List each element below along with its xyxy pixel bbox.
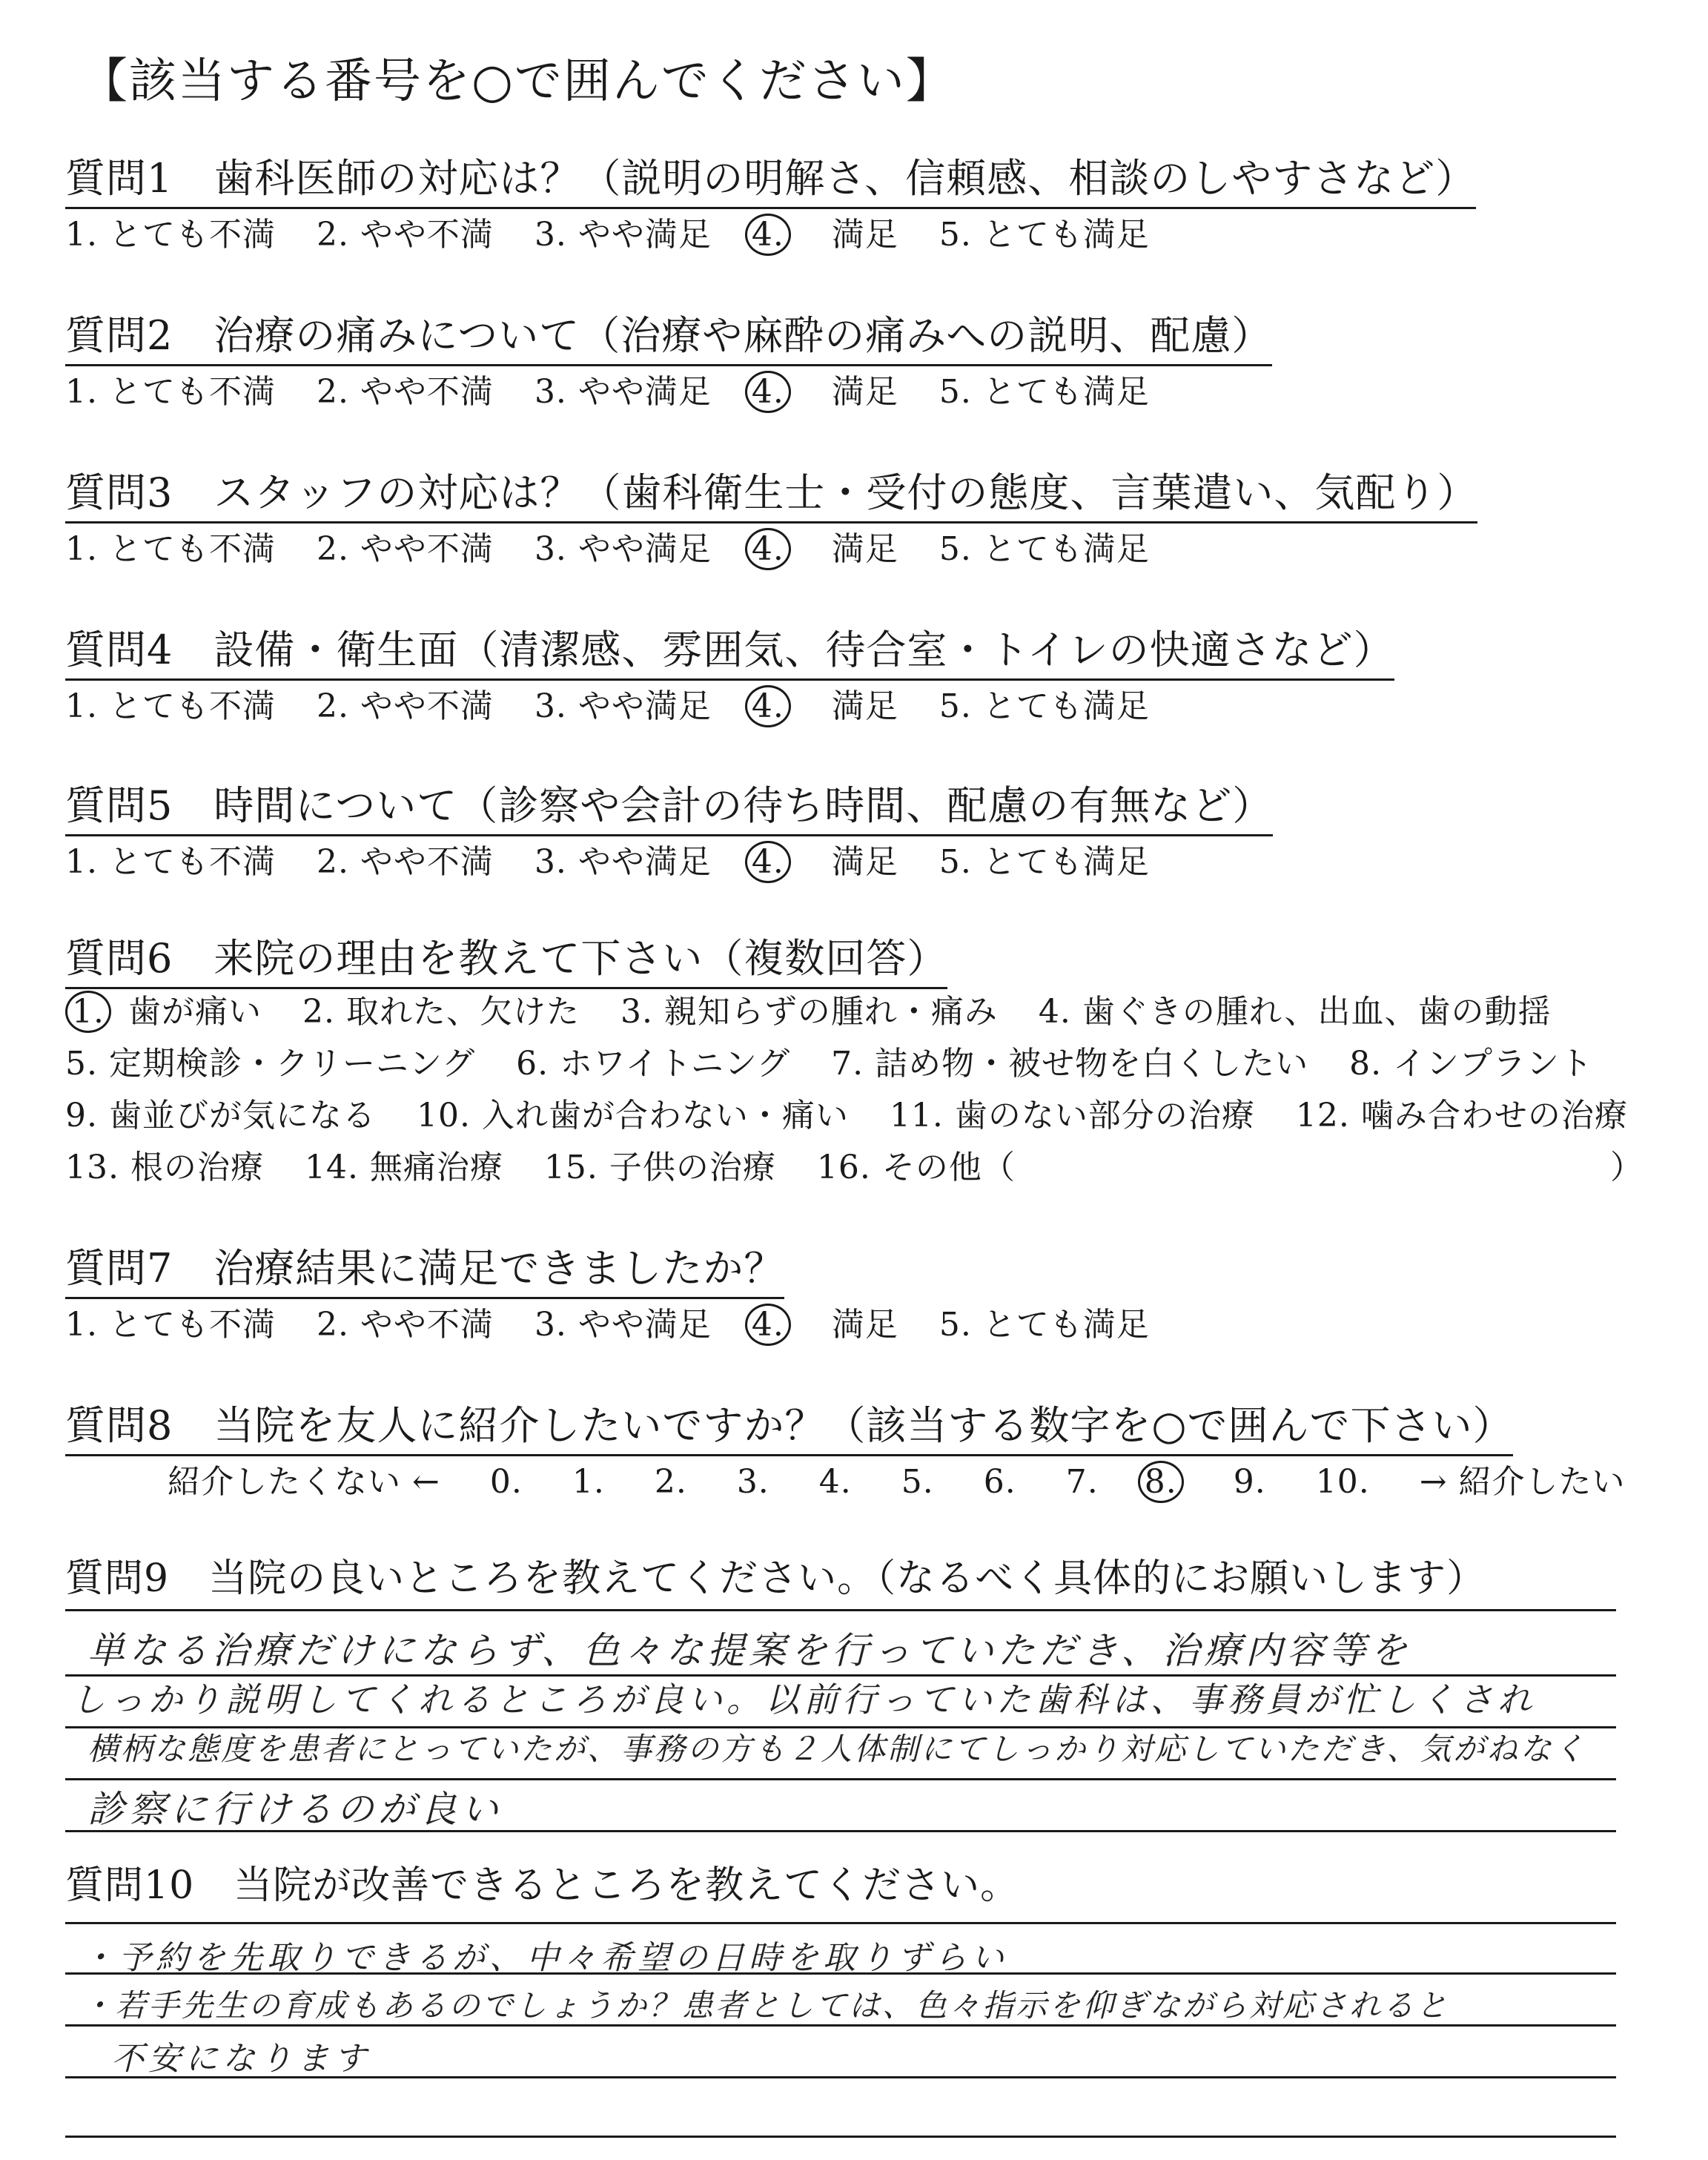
question-5-options	[65, 835, 1179, 883]
scale-0[interactable]: 0.	[489, 1463, 523, 1501]
option-2[interactable]: 2. やや不満	[316, 530, 494, 568]
q10-answer-line-1[interactable]: ・予約を先取りできるが、中々希望の日時を取りずらい	[82, 1939, 1008, 1977]
option-1[interactable]: 1. とても不満	[65, 687, 276, 725]
recommend-scale	[168, 1455, 1664, 1503]
option-5[interactable]: 5. とても満足	[939, 373, 1150, 411]
reason-6[interactable]: 6. ホワイトニング	[516, 1045, 791, 1083]
option-3[interactable]: 3. やや満足	[534, 843, 712, 881]
reason-8[interactable]: 8. インプラント	[1349, 1045, 1594, 1083]
scale-4[interactable]: 4.	[818, 1463, 852, 1501]
option-3[interactable]: 3. やや満足	[534, 530, 712, 568]
q9-answer-line-4[interactable]: 診察に行けるのが良い	[87, 1788, 503, 1831]
option-2[interactable]: 2. やや不満	[316, 687, 494, 725]
question-8: 質問8 当院を友人に紹介したいですか？（該当する数字を○で囲んで下さい）	[65, 1394, 1513, 1456]
option-4-label: 満足	[831, 530, 898, 568]
option-5[interactable]: 5. とても満足	[939, 216, 1150, 254]
q9-answer-line-2[interactable]: しっかり説明してくれるところが良い。以前行っていた歯科は、事務員が忙しくされ	[71, 1680, 1536, 1720]
option-2[interactable]: 2. やや不満	[316, 1306, 494, 1344]
scale-2[interactable]: 2.	[654, 1463, 687, 1501]
scale-10[interactable]: 10.	[1315, 1463, 1370, 1501]
scale-8-circled[interactable]: 8.	[1138, 1461, 1184, 1503]
reason-14[interactable]: 14. 無痛治療	[304, 1149, 503, 1186]
option-4-circled[interactable]: 4.	[745, 528, 791, 570]
reason-16[interactable]: 16. その他（	[816, 1149, 1016, 1186]
option-4-label: 満足	[831, 1306, 898, 1344]
option-4-label: 満足	[831, 373, 898, 411]
scale-left-label: 紹介したくない ←	[168, 1463, 440, 1501]
question-6-row-3	[65, 1089, 1658, 1136]
q10-answer-line-2[interactable]: ・若手先生の育成もあるのでしょうか？患者としては、色々指示を仰ぎながら対応されると	[82, 1987, 1450, 2024]
reason-10[interactable]: 10. 入れ歯が合わない・痛い	[416, 1097, 849, 1135]
option-3[interactable]: 3. やや満足	[534, 687, 712, 725]
question-6-row-4	[65, 1140, 1045, 1188]
answer-line	[65, 1609, 1616, 1611]
question-3-options	[65, 522, 1179, 570]
question-4-options	[65, 679, 1179, 727]
question-1-options	[65, 208, 1179, 256]
question-2-options	[65, 365, 1179, 413]
option-5[interactable]: 5. とても満足	[939, 530, 1150, 568]
scale-5[interactable]: 5.	[901, 1463, 934, 1501]
option-4-label: 満足	[831, 687, 898, 725]
scale-7[interactable]: 7.	[1065, 1463, 1099, 1501]
option-5[interactable]: 5. とても満足	[939, 1306, 1150, 1344]
scale-9[interactable]: 9.	[1233, 1463, 1266, 1501]
question-7: 質問7 治療結果に満足できましたか？	[65, 1237, 784, 1299]
option-3[interactable]: 3. やや満足	[534, 1306, 712, 1344]
option-4-circled[interactable]: 4.	[745, 371, 791, 413]
reason-1-circled[interactable]: 1.	[65, 991, 111, 1033]
reason-11[interactable]: 11. 歯のない部分の治療	[889, 1097, 1255, 1135]
question-4: 質問4 設備・衛生面（清潔感、雰囲気、待合室・トイレの快適さなど）	[65, 618, 1394, 681]
option-5[interactable]: 5. とても満足	[939, 843, 1150, 881]
answer-line	[65, 2136, 1616, 2138]
question-10: 質問10 当院が改善できるところを教えてください。	[65, 1863, 1020, 1908]
reason-13[interactable]: 13. 根の治療	[65, 1149, 264, 1186]
question-6-row-2	[65, 1037, 1623, 1084]
question-2: 質問2 治療の痛みについて（治療や麻酔の痛みへの説明、配慮）	[65, 304, 1272, 366]
answer-line	[65, 1922, 1616, 1924]
option-4-label: 満足	[831, 843, 898, 881]
scale-right-label: → 紹介したい	[1419, 1463, 1626, 1501]
option-1[interactable]: 1. とても不満	[65, 1306, 276, 1344]
scale-3[interactable]: 3.	[736, 1463, 769, 1501]
question-7-options	[65, 1298, 1179, 1346]
reason-1-label: 歯が痛い	[128, 993, 262, 1031]
option-3[interactable]: 3. やや満足	[534, 216, 712, 254]
option-2[interactable]: 2. やや不満	[316, 843, 494, 881]
question-6: 質問6 来院の理由を教えて下さい（複数回答）	[65, 927, 947, 989]
reason-7[interactable]: 7. 詰め物・被せ物を白くしたい	[831, 1045, 1309, 1083]
option-1[interactable]: 1. とても不満	[65, 530, 276, 568]
question-6-row-1	[65, 985, 1581, 1033]
reason-15[interactable]: 15. 子供の治療	[543, 1149, 776, 1186]
question-9: 質問9 当院の良いところを教えてください。（なるべく具体的にお願いします）	[65, 1556, 1486, 1601]
option-4-label: 満足	[831, 216, 898, 254]
reason-4[interactable]: 4. 歯ぐきの腫れ、出血、歯の動揺	[1038, 993, 1552, 1031]
option-1[interactable]: 1. とても不満	[65, 373, 276, 411]
q9-answer-line-1[interactable]: 単なる治療だけにならず、色々な提案を行っていただき、治療内容等を	[87, 1629, 1411, 1672]
scale-1[interactable]: 1.	[572, 1463, 605, 1501]
option-2[interactable]: 2. やや不満	[316, 216, 494, 254]
reason-5[interactable]: 5. 定期検診・クリーニング	[65, 1045, 476, 1083]
reason-16-close-paren: ）	[1610, 1149, 1644, 1186]
form-title: 【該当する番号を○で囲んでください】	[80, 54, 955, 109]
reason-2[interactable]: 2. 取れた、欠けた	[302, 993, 580, 1031]
question-1: 質問1 歯科医師の対応は？（説明の明解さ、信頼感、相談のしやすさなど）	[65, 147, 1476, 209]
reason-9[interactable]: 9. 歯並びが気になる	[65, 1097, 376, 1135]
option-1[interactable]: 1. とても不満	[65, 843, 276, 881]
q9-answer-line-3[interactable]: 横柄な態度を患者にとっていたが、事務の方も２人体制にてしっかり対応していただき、気がねなく	[87, 1731, 1587, 1767]
option-1[interactable]: 1. とても不満	[65, 216, 276, 254]
question-5: 質問5 時間について（診察や会計の待ち時間、配慮の有無など）	[65, 774, 1273, 836]
option-4-circled[interactable]: 4.	[745, 841, 791, 883]
option-4-circled[interactable]: 4.	[745, 1304, 791, 1346]
q10-answer-line-3[interactable]: 不安になります	[111, 2040, 371, 2078]
reason-12[interactable]: 12. 噛み合わせの治療	[1295, 1097, 1628, 1135]
scale-6[interactable]: 6.	[983, 1463, 1016, 1501]
reason-3[interactable]: 3. 親知らずの腫れ・痛み	[620, 993, 998, 1031]
option-2[interactable]: 2. やや不満	[316, 373, 494, 411]
option-4-circled[interactable]: 4.	[745, 214, 791, 256]
question-3: 質問3 スタッフの対応は？（歯科衛生士・受付の態度、言葉遣い、気配り）	[65, 461, 1477, 524]
option-5[interactable]: 5. とても満足	[939, 687, 1150, 725]
option-3[interactable]: 3. やや満足	[534, 373, 712, 411]
option-4-circled[interactable]: 4.	[745, 685, 791, 727]
